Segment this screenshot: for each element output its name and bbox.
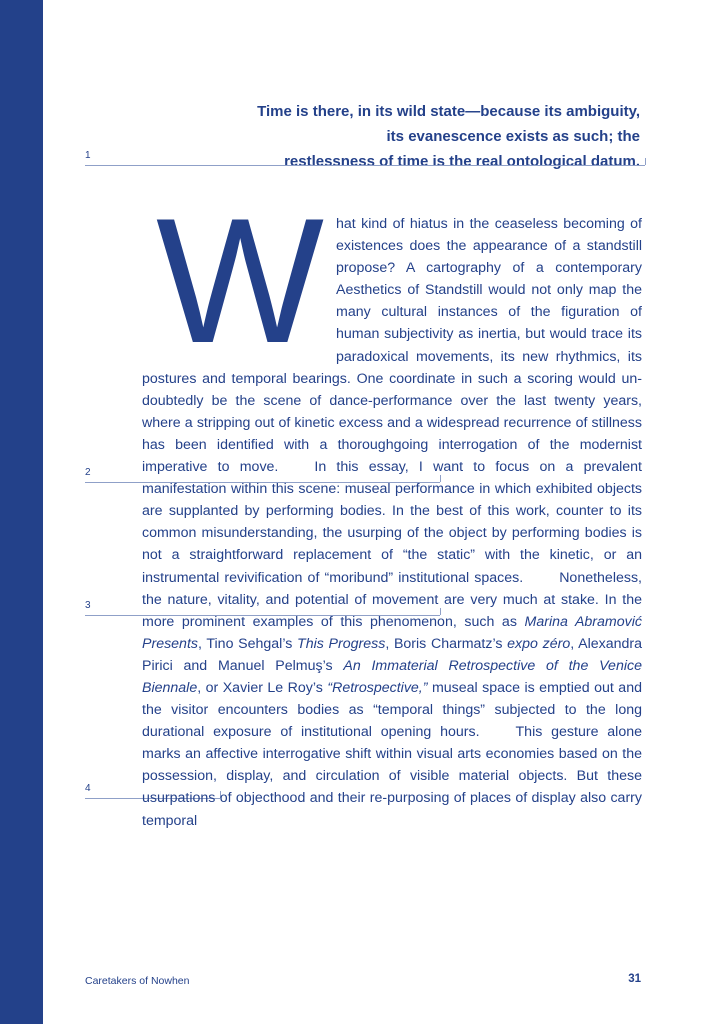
- sentence-4: This gesture alone marks an affective interrogative shift within visual arts economies based on the possession, display, and circulation of visible material objects. But these usurpations of objecthood and their re-purposing of places of display also carry temporal: [142, 724, 642, 829]
- epigraph: [230, 99, 640, 174]
- note-marker-4[interactable]: 4: [85, 783, 91, 794]
- note-tick-1: [645, 158, 646, 165]
- text-segment: , or Xavier Le Roy’s: [197, 679, 323, 696]
- running-footer-title: Caretakers of Nowhen: [85, 975, 190, 987]
- work-title-1: Marina Abramović Presents: [142, 613, 642, 652]
- work-title-5: “Retrospective,”: [327, 679, 428, 696]
- epigraph-line-1: Time is there, in its wild state—because its ambiguity,: [257, 103, 640, 120]
- work-title-3: expo zéro: [507, 635, 571, 652]
- work-title-2: This Progress: [297, 635, 386, 652]
- epigraph-line-2: its evanescence exists as such; the: [386, 128, 640, 145]
- text-segment: museal space is emptied out and the visitor encounters bodies as “temporal things” subjected to the long durational exposure of institutional opening hours.: [142, 679, 642, 741]
- text-segment: , Boris Charmatz’s: [385, 635, 503, 652]
- text-segment: , Tino Sehgal’s: [198, 635, 293, 652]
- note-marker-3[interactable]: 3: [85, 600, 91, 611]
- drop-cap: W: [156, 181, 325, 380]
- sentence-3: Nonetheless, the nature, vitality, and potential of movement are very much at stake. In the more prominent examples of this phenomenon, such as: [142, 569, 642, 630]
- page-number: 31: [628, 973, 641, 985]
- work-title-4: An Immaterial Retrospective of the Venice Biennale: [142, 657, 642, 696]
- sentence-1: hat kind of hiatus in the ceaseless becoming of existences does the appearance of a standstill propose? A cartography of a contemporary Aesthetics of Standstill would not only map the many cultural instances of the figuration of human subjectivity as inertia, but would trace its paradoxical movements, its new rhythmics, its postures and temporal bearings. One coordinate in such a scoring would undoubtedly be the scene of dance-performance over the last twenty years, where a stripping out of kinetic excess and a widespread recurrence of stillness has been identified with a thoroughgoing interrogation of the modernist imperative to move.: [142, 216, 642, 476]
- note-marker-2[interactable]: 2: [85, 467, 91, 478]
- page-sidebar-band: [0, 0, 43, 1024]
- sentence-2: In this essay, I want to focus on a prevalent manifestation within this scene: museal performance in which exhibited objects are supplanted by performing bodies. In the best of this work, counter to its common misunderstanding, the usurping of the object by performing bodies is not a straightforward replacement of “the static” with the kinetic, or an instrumental revivification of “moribund” institutional spaces.: [142, 459, 642, 586]
- note-leader-1: [85, 165, 645, 166]
- epigraph-line-3: restlessness of time is the real ontological datum.: [284, 153, 640, 170]
- text-segment: , Alexandra Pirici and Manuel Pelmuş’s: [142, 635, 642, 674]
- body-text: [142, 181, 642, 832]
- note-marker-1[interactable]: 1: [85, 150, 91, 161]
